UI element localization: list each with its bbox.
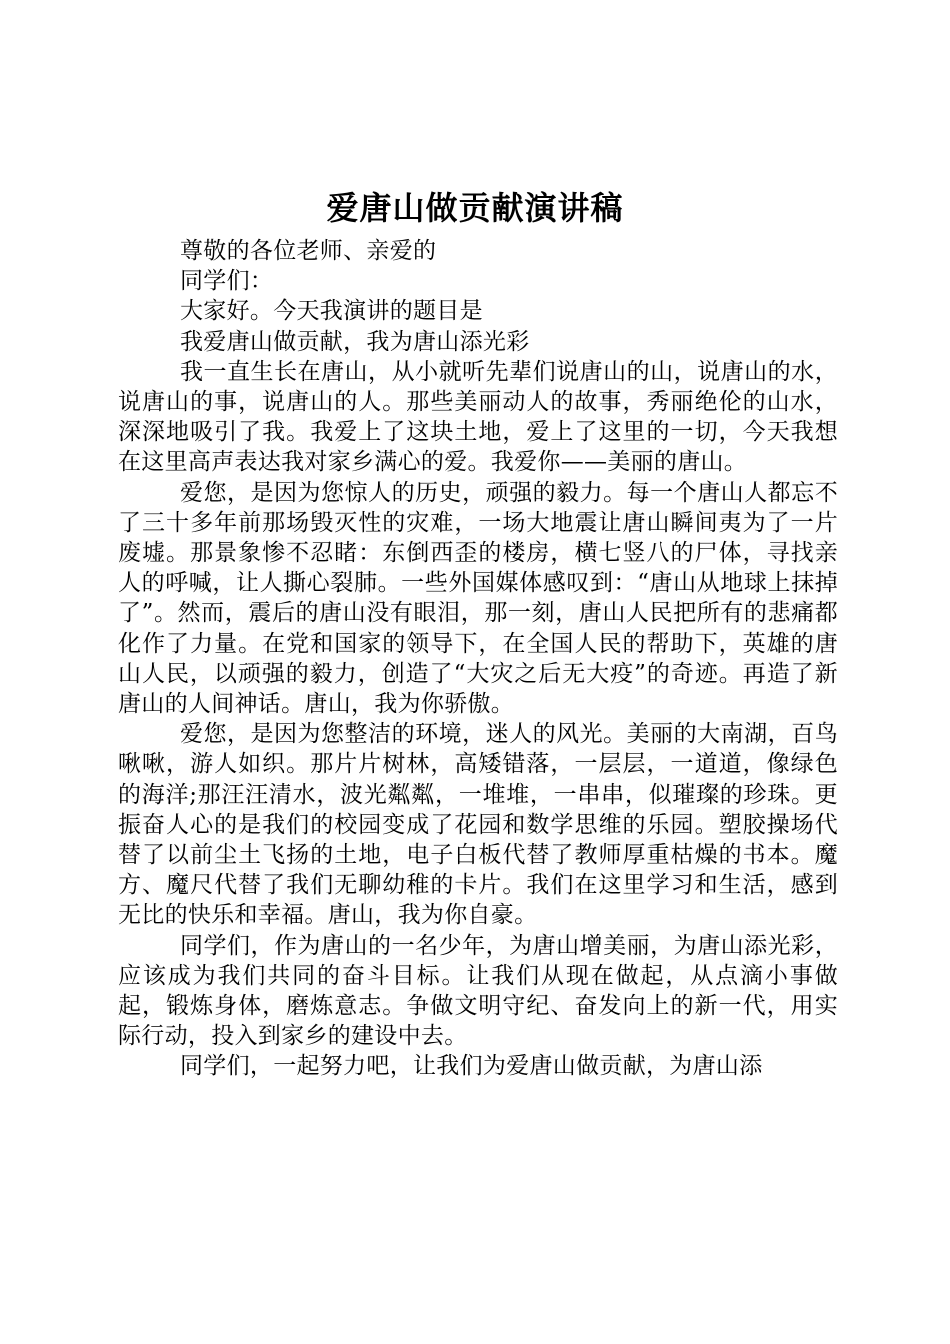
paragraph-5: 同学们，一起努力吧，让我们为爱唐山做贡献，为唐山添 [180, 1053, 763, 1080]
document-body [118, 236, 838, 1082]
greeting-line-3: 大家好。今天我演讲的题目是 [180, 298, 483, 325]
paragraph-4: 同学们，作为唐山的一名少年，为唐山增美丽，为唐山添光彩，应该成为我们共同的奋斗目标。让我们从现在做起，从点滴小事做起，锻炼身体，磨炼意志。争做文明守纪、奋发向上的新一代，用实际行动，投入到家乡的建设中去。 [118, 932, 838, 1050]
greeting-line-1: 尊敬的各位老师、亲爱的 [180, 238, 437, 264]
paragraph-2: 爱您，是因为您惊人的历史，顽强的毅力。每一个唐山人都忘不了三十多年前那场毁灭性的灾难，一场大地震让唐山瞬间夷为了一片废墟。那景象惨不忍睹：东倒西歪的楼房，横七竖八的尸体，寻找亲人的呼喊，让人撕心裂肺。一些外国媒体感叹到：“唐山从地球上抹掉了”。然而，震后的唐山没有眼泪，那一刻，唐山人民把所有的悲痛都化作了力量。在党和国家的领导下，在全国人民的帮助下，英雄的唐山人民，以顽强的毅力，创造了“大灾之后无大疫”的奇迹。再造了新唐山的人间神话。唐山，我为你骄傲。 [118, 479, 838, 718]
speech-topic-line: 我爱唐山做贡献，我为唐山添光彩 [180, 328, 530, 355]
document-title: 爱唐山做贡献演讲稿 [326, 189, 624, 227]
paragraph-3: 爱您，是因为您整洁的环境，迷人的风光。美丽的大南湖，百鸟啾啾，游人如织。那片片树林，高矮错落，一层层，一道道，像绿色的海洋;那汪汪清水，波光粼粼，一堆堆，一串串，似璀璨的珍珠。更振奋人心的是我们的校园变成了花园和数学思维的乐园。塑胶操场代替了以前尘土飞扬的土地，电子白板代替了教师厚重枯燥的书本。魔方、魔尺代替了我们无聊幼稚的卡片。我们在这里学习和生活，感到无比的快乐和幸福。唐山，我为你自豪。 [118, 721, 838, 929]
paragraph-1: 我一直生长在唐山，从小就听先辈们说唐山的山，说唐山的水，说唐山的事，说唐山的人。那些美丽动人的故事，秀丽绝伦的山水，深深地吸引了我。我爱上了这块土地，爱上了这里的一切，今天我想在这里高声表达我对家乡满心的爱。我爱你——美丽的唐山。 [118, 358, 838, 476]
greeting-line-2: 同学们： [180, 268, 274, 295]
